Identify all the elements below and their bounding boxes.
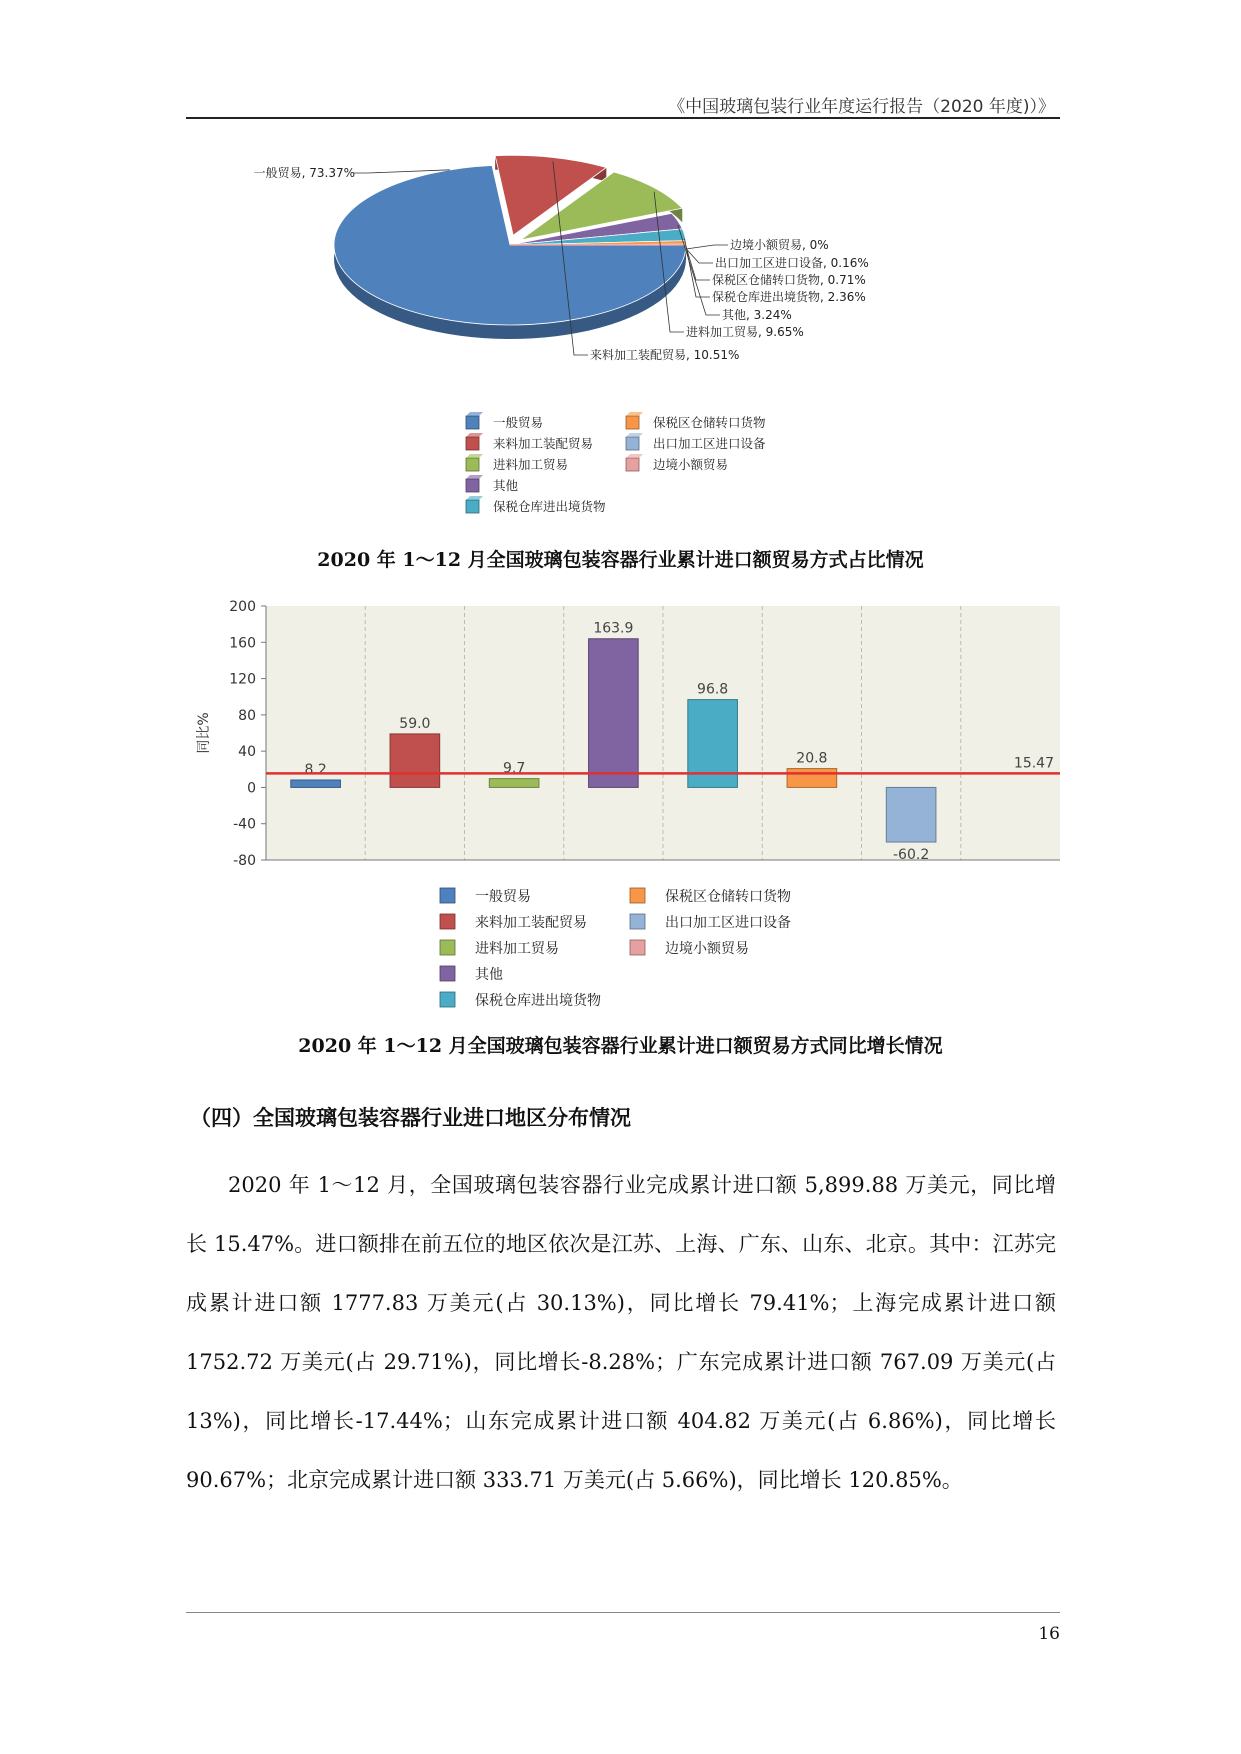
y-tick-label-5: 0 — [247, 780, 256, 797]
legend-swatch-col1-0 — [440, 888, 455, 903]
legend-swatch-top-col1-2 — [466, 454, 483, 458]
bar-series-3 — [589, 639, 639, 788]
legend-swatch-top-col2-0 — [626, 412, 643, 416]
bar-series-2 — [489, 779, 539, 788]
bar-series-6 — [886, 787, 936, 842]
pie-callout-line-series-7 — [686, 245, 728, 249]
bar-value-label-series-3: 163.9 — [593, 620, 634, 637]
bar-value-label-series-5: 20.8 — [796, 750, 828, 767]
section-title: （四）全国玻璃包装容器行业进口地区分布情况 — [190, 1106, 631, 1130]
legend-label-col1-0: 一般贸易 — [493, 415, 544, 430]
pie-callout-label-series-6: 出口加工区进口设备, 0.16% — [715, 256, 869, 270]
reference-line-label: 15.47 — [1013, 755, 1054, 772]
bar-value-label-series-4: 96.8 — [697, 681, 729, 698]
legend-swatch-col2-0 — [626, 416, 639, 429]
legend-swatch-top-col1-3 — [466, 475, 483, 479]
pie-slices — [334, 155, 686, 325]
legend-label-col1-0: 一般贸易 — [475, 889, 531, 905]
legend-swatch-top-col2-2 — [626, 454, 643, 458]
legend-label-col2-1: 出口加工区进口设备 — [653, 436, 766, 451]
bar-series-1 — [390, 734, 440, 788]
pie-callout-label-series-0: 一般贸易, 73.37% — [253, 166, 355, 180]
legend-swatch-top-col2-1 — [626, 433, 643, 437]
bar-y-ticks — [229, 599, 266, 869]
legend-swatch-col2-2 — [630, 940, 645, 955]
legend-swatch-col1-1 — [440, 914, 455, 929]
legend-label-col1-2: 进料加工贸易 — [493, 457, 569, 472]
bar-legend — [430, 882, 880, 1010]
legend-label-col2-2: 边境小额贸易 — [653, 457, 729, 472]
bar-series-0 — [291, 780, 341, 787]
legend-label-col2-1: 出口加工区进口设备 — [665, 915, 791, 931]
pie-callout-label-series-3: 其他, 3.24% — [722, 308, 792, 322]
page-number: 16 — [1038, 1624, 1060, 1644]
pie-legend — [460, 410, 880, 528]
pie-callout-label-series-2: 进料加工贸易, 9.65% — [686, 325, 804, 339]
legend-swatch-col2-0 — [630, 888, 645, 903]
y-tick-label-2: 120 — [229, 671, 256, 688]
legend-label-col1-1: 来料加工装配贸易 — [475, 915, 587, 931]
bar-value-label-series-6: -60.2 — [893, 847, 930, 864]
legend-label-col1-3: 其他 — [493, 478, 519, 493]
legend-swatch-top-col1-4 — [466, 496, 483, 500]
y-tick-label-1: 160 — [229, 635, 256, 652]
legend-swatch-col1-4 — [440, 992, 455, 1007]
y-axis-label: 同比% — [196, 712, 212, 754]
bar-value-label-series-2: 9.7 — [502, 760, 526, 777]
legend-label-col2-2: 边境小额贸易 — [665, 941, 749, 957]
legend-swatch-col1-2 — [440, 940, 455, 955]
y-tick-label-0: 200 — [229, 599, 256, 615]
pie-callout-label-series-4: 保税仓库进出境货物, 2.36% — [712, 290, 866, 304]
bar-value-label-series-0: 8.2 — [304, 761, 327, 778]
y-tick-label-7: -80 — [233, 853, 256, 869]
bar-value-label-series-1: 59.0 — [399, 715, 431, 732]
footer-rule — [186, 1612, 1060, 1613]
pie-callout-label-series-5: 保税区仓储转口货物, 0.71% — [712, 273, 866, 287]
legend-swatch-col1-1 — [466, 437, 479, 450]
bar-chart-caption: 2020 年 1～12 月全国玻璃包装容器行业累计进口额贸易方式同比增长情况 — [298, 1035, 943, 1057]
y-tick-label-4: 40 — [238, 744, 256, 761]
pie-callout-label-series-7: 边境小额贸易, 0% — [730, 238, 829, 252]
legend-label-col1-4: 保税仓库进出境货物 — [475, 993, 601, 1009]
legend-swatch-col1-3 — [466, 479, 479, 492]
legend-swatch-col1-4 — [466, 500, 479, 513]
legend-swatch-col1-2 — [466, 458, 479, 471]
report-header-title: 《中国玻璃包装行业年度运行报告（2020 年度)）》 — [668, 97, 1055, 117]
y-tick-label-6: -40 — [233, 816, 256, 833]
pie-chart-caption: 2020 年 1～12 月全国玻璃包装容器行业累计进口额贸易方式占比情况 — [317, 549, 924, 571]
legend-swatch-col2-1 — [626, 437, 639, 450]
legend-label-col2-0: 保税区仓储转口货物 — [665, 889, 791, 905]
legend-swatch-col1-0 — [466, 416, 479, 429]
legend-label-col1-4: 保税仓库进出境货物 — [493, 499, 606, 514]
legend-label-col1-2: 进料加工贸易 — [475, 941, 559, 957]
body-paragraph: 2020 年 1～12 月，全国玻璃包装容器行业完成累计进口额 5,899.88 万美元，同比增长 15.47%。进口额排在前五位的地区依次是江苏、上海、广东、山东、北京。其中：江苏完成累计进口额 1777.83 万美元(占 30.13%)，同比增长 79.41%；上海完成累计进口额 1752.72 万美元(占 29.71%)，同比增长-8.28%；广东完成累计进口额 767.09 万美元(占 13%)，同比增长-17.44%；山东完成累计进口额 404.82 万美元(占 6.86%)，同比增长 90.67%；北京完成累计进口额 333.71 万美元(占 5.66%)，同比增长 120.85%。 — [186, 1173, 1056, 1492]
legend-swatch-col1-3 — [440, 966, 455, 981]
legend-label-col1-1: 来料加工装配贸易 — [493, 436, 594, 451]
y-tick-label-3: 80 — [238, 707, 256, 724]
header-rule — [186, 117, 1060, 119]
legend-swatch-col2-2 — [626, 458, 639, 471]
legend-label-col2-0: 保税区仓储转口货物 — [653, 415, 766, 430]
legend-swatch-top-col1-0 — [466, 412, 483, 416]
bar-series-5 — [787, 769, 837, 788]
pie-callout-label-series-1: 来料加工装配贸易, 10.51% — [590, 348, 740, 362]
legend-swatch-top-col1-1 — [466, 433, 483, 437]
bar-chart — [190, 590, 1070, 880]
legend-swatch-col2-1 — [630, 914, 645, 929]
legend-label-col1-3: 其他 — [475, 967, 503, 983]
